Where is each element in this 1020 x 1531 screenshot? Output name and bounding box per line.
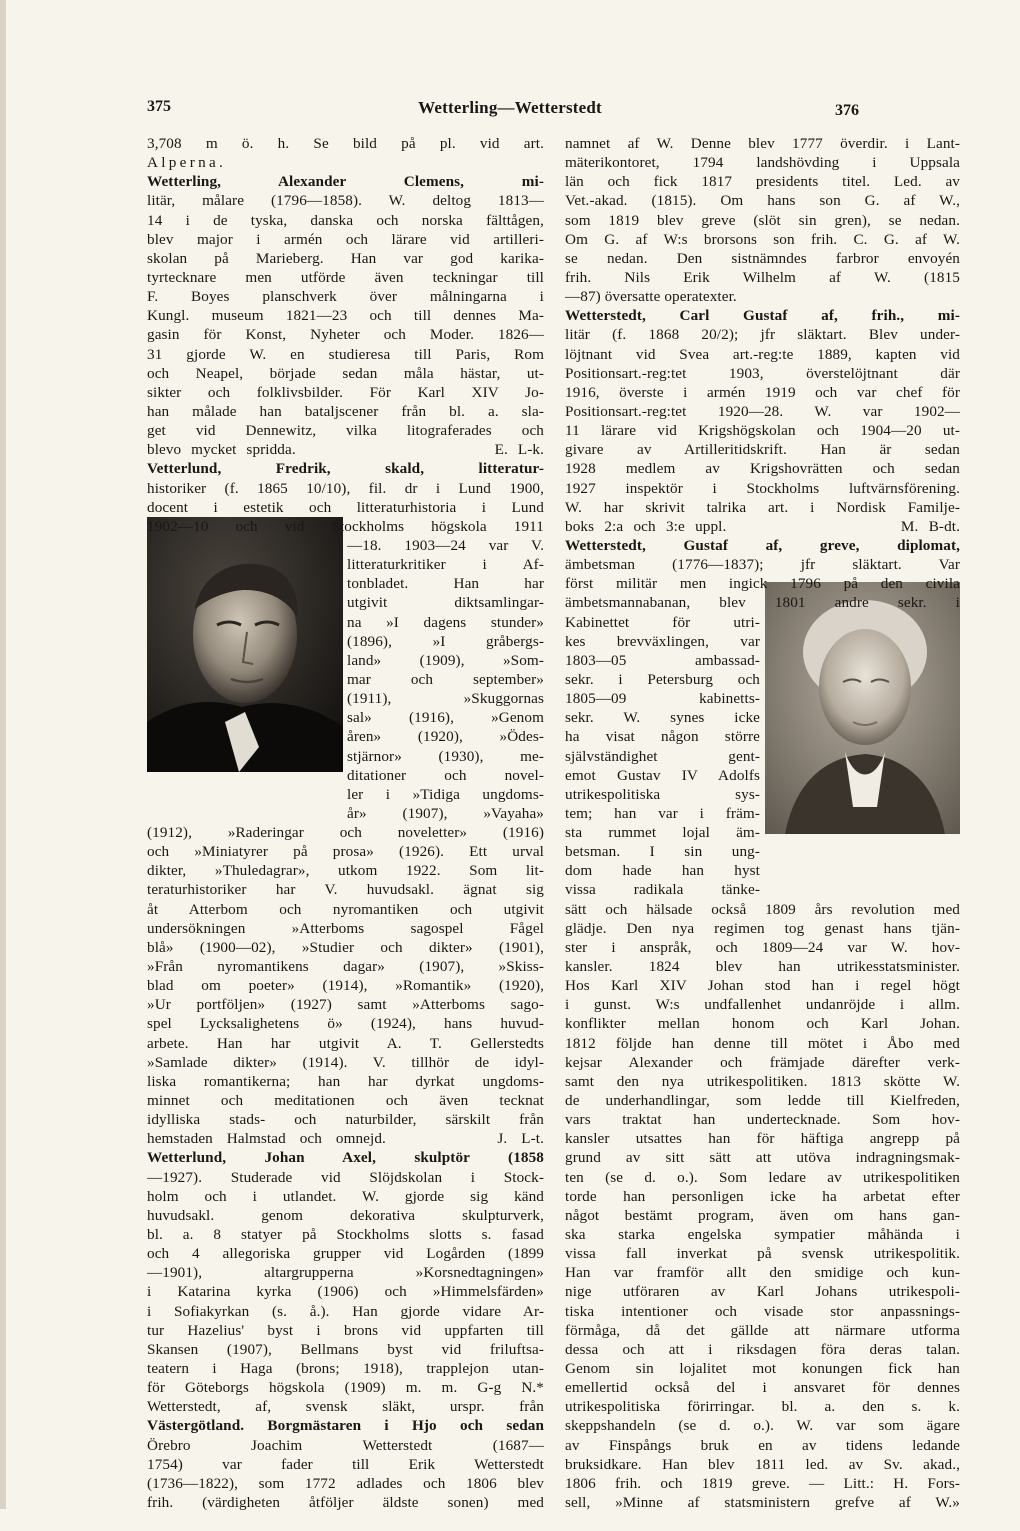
text-line: som 1819 blev greve (slöt sin gren), se nedan. <box>565 211 960 229</box>
text-line: 3,708 m ö. h. Se bild på pl. vid art. <box>147 135 544 152</box>
text-line: (1896), »I gråbergs- <box>347 632 544 650</box>
text-line: liska romantikerna; han har dyrkat ungdoms- <box>147 1072 544 1090</box>
text-line: Skansen (1907), Bellmans byst vid friluftsa- <box>147 1340 544 1358</box>
text-line: givare av Artilleritidskrift. Han är sedan <box>565 441 960 459</box>
text-line: i Katarina kyrka (1906) och »Himmelsfärden» <box>147 1283 544 1301</box>
text-line: 1803—05 ambassad- <box>565 651 760 669</box>
text-line: —87) översatte operatexter. <box>565 288 737 306</box>
text-line: Wetterstedt, af, svensk släkt, urspr. från <box>147 1398 544 1416</box>
text-line: frih. Nils Erik Wilhelm af W. (1815 <box>565 268 960 286</box>
text-line: samt den nya utrikespolitiken. 1813 skötte W. <box>565 1072 960 1090</box>
text-line: teraturhistoriker har V. huvudsakl. ägnat sig <box>147 881 544 899</box>
page-edge <box>0 0 6 1509</box>
text-line: land» (1909), »Som- <box>347 651 544 669</box>
text-line: ster i anspråk, och 1809—24 var W. hov- <box>565 938 960 956</box>
text-line: bl. a. 8 statyer på Stockholms slotts s. fasad <box>147 1226 544 1244</box>
right-column <box>565 134 960 1531</box>
text-line: 1805—09 kabinetts- <box>565 690 760 708</box>
text-line: betsman. I sin ung- <box>565 843 760 861</box>
text-line: 1806 frih. och 1819 greve. — Litt.: H. Fors- <box>565 1474 960 1492</box>
text-line: något bestämt program, även om hans gan- <box>565 1206 960 1224</box>
text-line: skolan på Marieberg. Han var god karika- <box>147 249 544 267</box>
text-line: ten (se d. o.). Som ledare av utrikespolitiken <box>565 1168 960 1186</box>
text-line: docent i estetik och litteraturhistoria i Lund <box>147 498 544 516</box>
entry-heading-wetterstedt-carl-gustaf: Wetterstedt, Carl Gustaf af, frih., mi- <box>565 307 960 325</box>
text-line: ämbetsmannabanan, blev 1801 andre sekr. i <box>565 594 960 612</box>
left-page-number: 375 <box>147 98 171 115</box>
text-line: dessa och att i riksdagen föra deras talan. <box>565 1340 960 1358</box>
text-line: blev major i armén och lärare vid artilleri- <box>147 230 544 248</box>
text-line: och 4 allegoriska grupper vid Logården (1899 <box>147 1245 544 1263</box>
text-line: emellertid också del i ansvaret för dennes <box>565 1379 960 1397</box>
text-line: dikter, »Thuledagrar», utkom 1922. Som lit- <box>147 862 544 880</box>
text-line: självständighet gent- <box>565 747 760 765</box>
text-line: tyrtecknare men utförde även teckningar till <box>147 268 544 286</box>
text-line: Hos Karl XIV Johan stod han i regel högt <box>565 977 960 995</box>
text-line: litär, målare (1796—1858). W. deltog 1813— <box>147 192 544 210</box>
text-line: vars traktat han undertecknade. Som hov- <box>565 1111 960 1129</box>
text-line: sell, »Minne af statsministern grefve af W.» <box>565 1493 960 1511</box>
text-line: 1902—10 och vid Stockholms högskola 1911 <box>147 517 544 535</box>
text-line: ska starka engelska sympatier måhända i <box>565 1226 960 1244</box>
text-line: sätt och hälsade också 1809 års revolution med <box>565 900 960 918</box>
text-line: löjtnant vid Svea art.-reg:te 1889, kapten vid <box>565 345 960 363</box>
text-line: 14 i de tyska, danska och norska fälttågen, <box>147 211 544 229</box>
text-line: 1927 inspektör i Stockholms luftvärnsförening. <box>565 479 960 497</box>
text-line: blad om poeter» (1914), »Romantik» (1920), <box>147 977 544 995</box>
page-header <box>0 98 1020 126</box>
text-line: idylliska stads- och naturbilder, särskilt från <box>147 1111 544 1129</box>
text-line: ditationer och novel- <box>347 766 544 784</box>
text-line: ha visat någon större <box>565 728 760 746</box>
text-line: emot Gustav IV Adolfs <box>565 766 760 784</box>
text-line <box>565 1512 960 1531</box>
text-line: stjärnor» (1930), me- <box>347 747 544 765</box>
text-line: teatern i Haga (brons; 1918), trapplejon utan- <box>147 1360 544 1377</box>
text-line: »Samlade dikter» (1914). V. tillhör de idyl- <box>147 1053 544 1071</box>
text-line: av Finspångs bruk en av tidens ledande <box>565 1436 960 1454</box>
text-line: blå» (1900—02), »Studier och dikter» (1901), <box>147 938 544 956</box>
text-line: sikter och folklivsbilder. För Karl XIV Jo- <box>147 383 544 401</box>
text-line: konflikter mellan honom och Karl Johan. <box>565 1015 960 1033</box>
text-line: nige utföraren av Karl Johans utrikespoli- <box>565 1283 960 1301</box>
text-line: 1916, överste i armén 1919 och var chef för <box>565 383 960 401</box>
text-line: blevo mycket spridda. E. L-k. <box>147 441 544 459</box>
text-line: Genom sin lojalitet mot konungen fick han <box>565 1360 960 1377</box>
text-line: kansler utsattes han för häftiga angrepp på <box>565 1130 960 1148</box>
text-line: spel Lycksalighetens ö» (1924), hans huvud- <box>147 1015 544 1033</box>
text-line: sekr. W. synes icke <box>565 709 760 727</box>
text-line: sekr. i Petersburg och <box>565 670 760 688</box>
text-line: litteraturkritiker i Af- <box>347 556 544 574</box>
text-line: arbete. Han har utgivit A. T. Gellerstedts <box>147 1034 544 1052</box>
text-line: »Från nyromantikens dagar» (1907), »Skiss- <box>147 958 544 976</box>
text-line: (1911), »Skuggornas <box>347 690 544 708</box>
text-line: W. har skrivit talrika art. i Nordisk Familje- <box>565 498 960 516</box>
text-line: Om G. af W:s brorsons son frih. C. G. af W. <box>565 230 960 248</box>
text-line: och Neapel, började sedan måla hästar, ut- <box>147 364 544 382</box>
text-line: län och fick 1817 presidents titel. Led. av <box>565 173 960 191</box>
text-line: vissa radikala tänke- <box>565 881 760 899</box>
text-line: Kabinettet för utri- <box>565 613 760 631</box>
text-line: kansler. 1824 blev han utrikesstatsminister. <box>565 958 960 976</box>
text-line: mäterikontoret, 1794 landshövding i Uppsala <box>565 154 960 172</box>
text-line: och »Miniatyrer på prosa» (1926). Ett urval <box>147 843 544 861</box>
text-line: bruksidkare. Han blev 1811 led. av Sv. akad., <box>565 1455 960 1473</box>
text-line: sta rummet lojal äm- <box>565 824 760 842</box>
entry-heading-wetterlund-johan: Wetterlund, Johan Axel, skulptör (1858 <box>147 1149 544 1167</box>
text-line: i gunst. W:s undfallenhet undanröjde i allm. <box>565 996 960 1014</box>
text-line: —1901), altargrupperna »Korsnedtagningen» <box>147 1264 544 1282</box>
text-line: åt Atterbom och nyromantiken och utgivit <box>147 900 544 918</box>
text-line: 11 lärare vid Krigshögskolan och 1904—20 ut- <box>565 422 960 440</box>
text-line: tonbladet. Han har <box>347 575 544 593</box>
text-line: get vid Dennewitz, vilka litograferades och <box>147 422 544 440</box>
text-line: historiker (f. 1865 10/10), fil. dr i Lund 1900, <box>147 479 544 497</box>
text-line: »Ur portföljen» (1927) samt »Atterboms sago- <box>147 996 544 1014</box>
text-line: na »I dagens stunder» <box>347 613 544 631</box>
text-line: dom hade han hyst <box>565 862 760 880</box>
text-line: Positionsart.-reg:tet 1920—28. W. var 1902— <box>565 402 960 420</box>
text-line: han målade han bataljscener från bl. a. sla- <box>147 402 544 420</box>
text-line: Vet.-akad. (1815). Om hans son G. af W., <box>565 192 960 210</box>
text-line: torde han personligen icke ha arbetat efter <box>565 1187 960 1205</box>
text-line: 1754) var fader till Erik Wetterstedt <box>147 1455 544 1473</box>
text-line: 31 gjorde W. en studieresa till Paris, Rom <box>147 345 544 363</box>
text-line: Alperna. <box>147 154 227 172</box>
text-line: utrikespolitiska förirringar. bl. a. den s. k. <box>565 1398 960 1416</box>
text-line: skeppshandeln (se d. o.). W. var som ägare <box>565 1417 960 1435</box>
text-line: tiska intentioner och visade stor anpassnings- <box>565 1302 960 1320</box>
text-line: ämbetsman (1776—1837); jfr släktart. Var <box>565 556 960 574</box>
text-line: mar och september» <box>347 670 544 688</box>
text-line: utrikespolitiska sys- <box>565 785 760 803</box>
text-line: —1927). Studerade vid Slöjdskolan i Stock- <box>147 1168 544 1186</box>
text-line: Kungl. museum 1821—23 och till dennes Ma- <box>147 307 544 325</box>
text-line <box>147 1512 544 1531</box>
text-line: gasin för Konst, Nyheter och Moder. 1826— <box>147 326 544 344</box>
text-line: tur Hazelius' byst i brons vid uppfarten till <box>147 1321 544 1339</box>
text-line: år» (1907), »Vayaha» <box>347 804 544 822</box>
text-line: Han var framför allt den smidige och kun- <box>565 1264 960 1282</box>
text-line: —18. 1903—24 var V. <box>347 536 544 554</box>
text-line: sal» (1916), »Genom <box>347 709 544 727</box>
text-line: kes brevväxlingen, var <box>565 632 760 650</box>
text-line: (1736—1822), som 1772 adlades och 1806 blev <box>147 1474 544 1492</box>
right-page-number: 376 <box>835 102 859 119</box>
text-line: grund av sitt sätt att utöva indragningsmak- <box>565 1149 960 1167</box>
text-line: se nedan. Den sistnämndes farbror envoyén <box>565 249 960 267</box>
text-line: Positionsart.-reg:tet 1903, överstelöjtnant där <box>565 364 960 382</box>
text-line: ler i »Tidiga ungdoms- <box>347 785 544 803</box>
left-column <box>147 134 544 1531</box>
text-line: vissa fall inverkat på svensk utrikespolitik. <box>565 1245 960 1263</box>
text-line: frih. (värdigheten åtföljer äldste sonen) med <box>147 1493 544 1511</box>
text-line: Örebro Joachim Wetterstedt (1687— <box>147 1436 544 1454</box>
entry-heading-wetterstedt-gustaf: Wetterstedt, Gustaf af, greve, diplomat, <box>565 536 960 554</box>
entry-heading-wetterstedt-family: Västergötland. Borgmästaren i Hjo och sedan <box>147 1417 544 1435</box>
text-line: utgivit diktsamlingar- <box>347 594 544 612</box>
text-line: litär (f. 1868 20/2); jfr släktart. Blev under- <box>565 326 960 344</box>
text-line: de underhandlingar, som ledde till Kielfreden, <box>565 1092 960 1110</box>
text-line: boks 2:a och 3:e uppl. M. B-dt. <box>565 517 960 535</box>
entry-heading-vetterlund-fredrik: Vetterlund, Fredrik, skald, litteratur- <box>147 460 544 478</box>
text-line: holm och i utlandet. W. gjorde sig känd <box>147 1187 544 1205</box>
text-line: huvudsakl. genom dekorativa skulpturverk, <box>147 1206 544 1224</box>
text-line: (1912), »Raderingar och noveletter» (1916) <box>147 824 544 842</box>
entry-heading-wetterling: Wetterling, Alexander Clemens, mi- <box>147 173 544 191</box>
text-line: för Göteborgs högskola (1909) m. m. G-g N.* <box>147 1379 544 1397</box>
text-line: först militär men ingick 1796 på den civila <box>565 575 960 593</box>
text-line: F. Boyes planschverk över målningarna i <box>147 288 544 306</box>
text-line: tem; han var i främ- <box>565 804 760 822</box>
text-line: undersökningen »Atterboms sagospel Fågel <box>147 919 544 937</box>
text-line: kejsar Alexander och främjade därefter verk- <box>565 1053 960 1071</box>
text-line: namnet af W. Denne blev 1777 överdir. i Lant- <box>565 135 960 152</box>
text-line: 1812 följde han denne till mötet i Åbo med <box>565 1034 960 1052</box>
text-line: åren» (1920), »Ödes- <box>347 728 544 746</box>
text-line: förmåga, då det gällde att närmare utforma <box>565 1321 960 1339</box>
text-line: 1928 medlem av Krigshovrätten och sedan <box>565 460 960 478</box>
text-line: hemstaden Halmstad och omnejd. J. L-t. <box>147 1130 544 1148</box>
running-title: Wetterling—Wetterstedt <box>418 98 602 117</box>
text-line: minnet och meditationen och även tecknat <box>147 1092 544 1110</box>
text-line: glädje. Den nya regimen tog genast hans tjän- <box>565 919 960 937</box>
text-line: i Sofiakyrkan (s. å.). Han gjorde vidare Ar- <box>147 1302 544 1320</box>
